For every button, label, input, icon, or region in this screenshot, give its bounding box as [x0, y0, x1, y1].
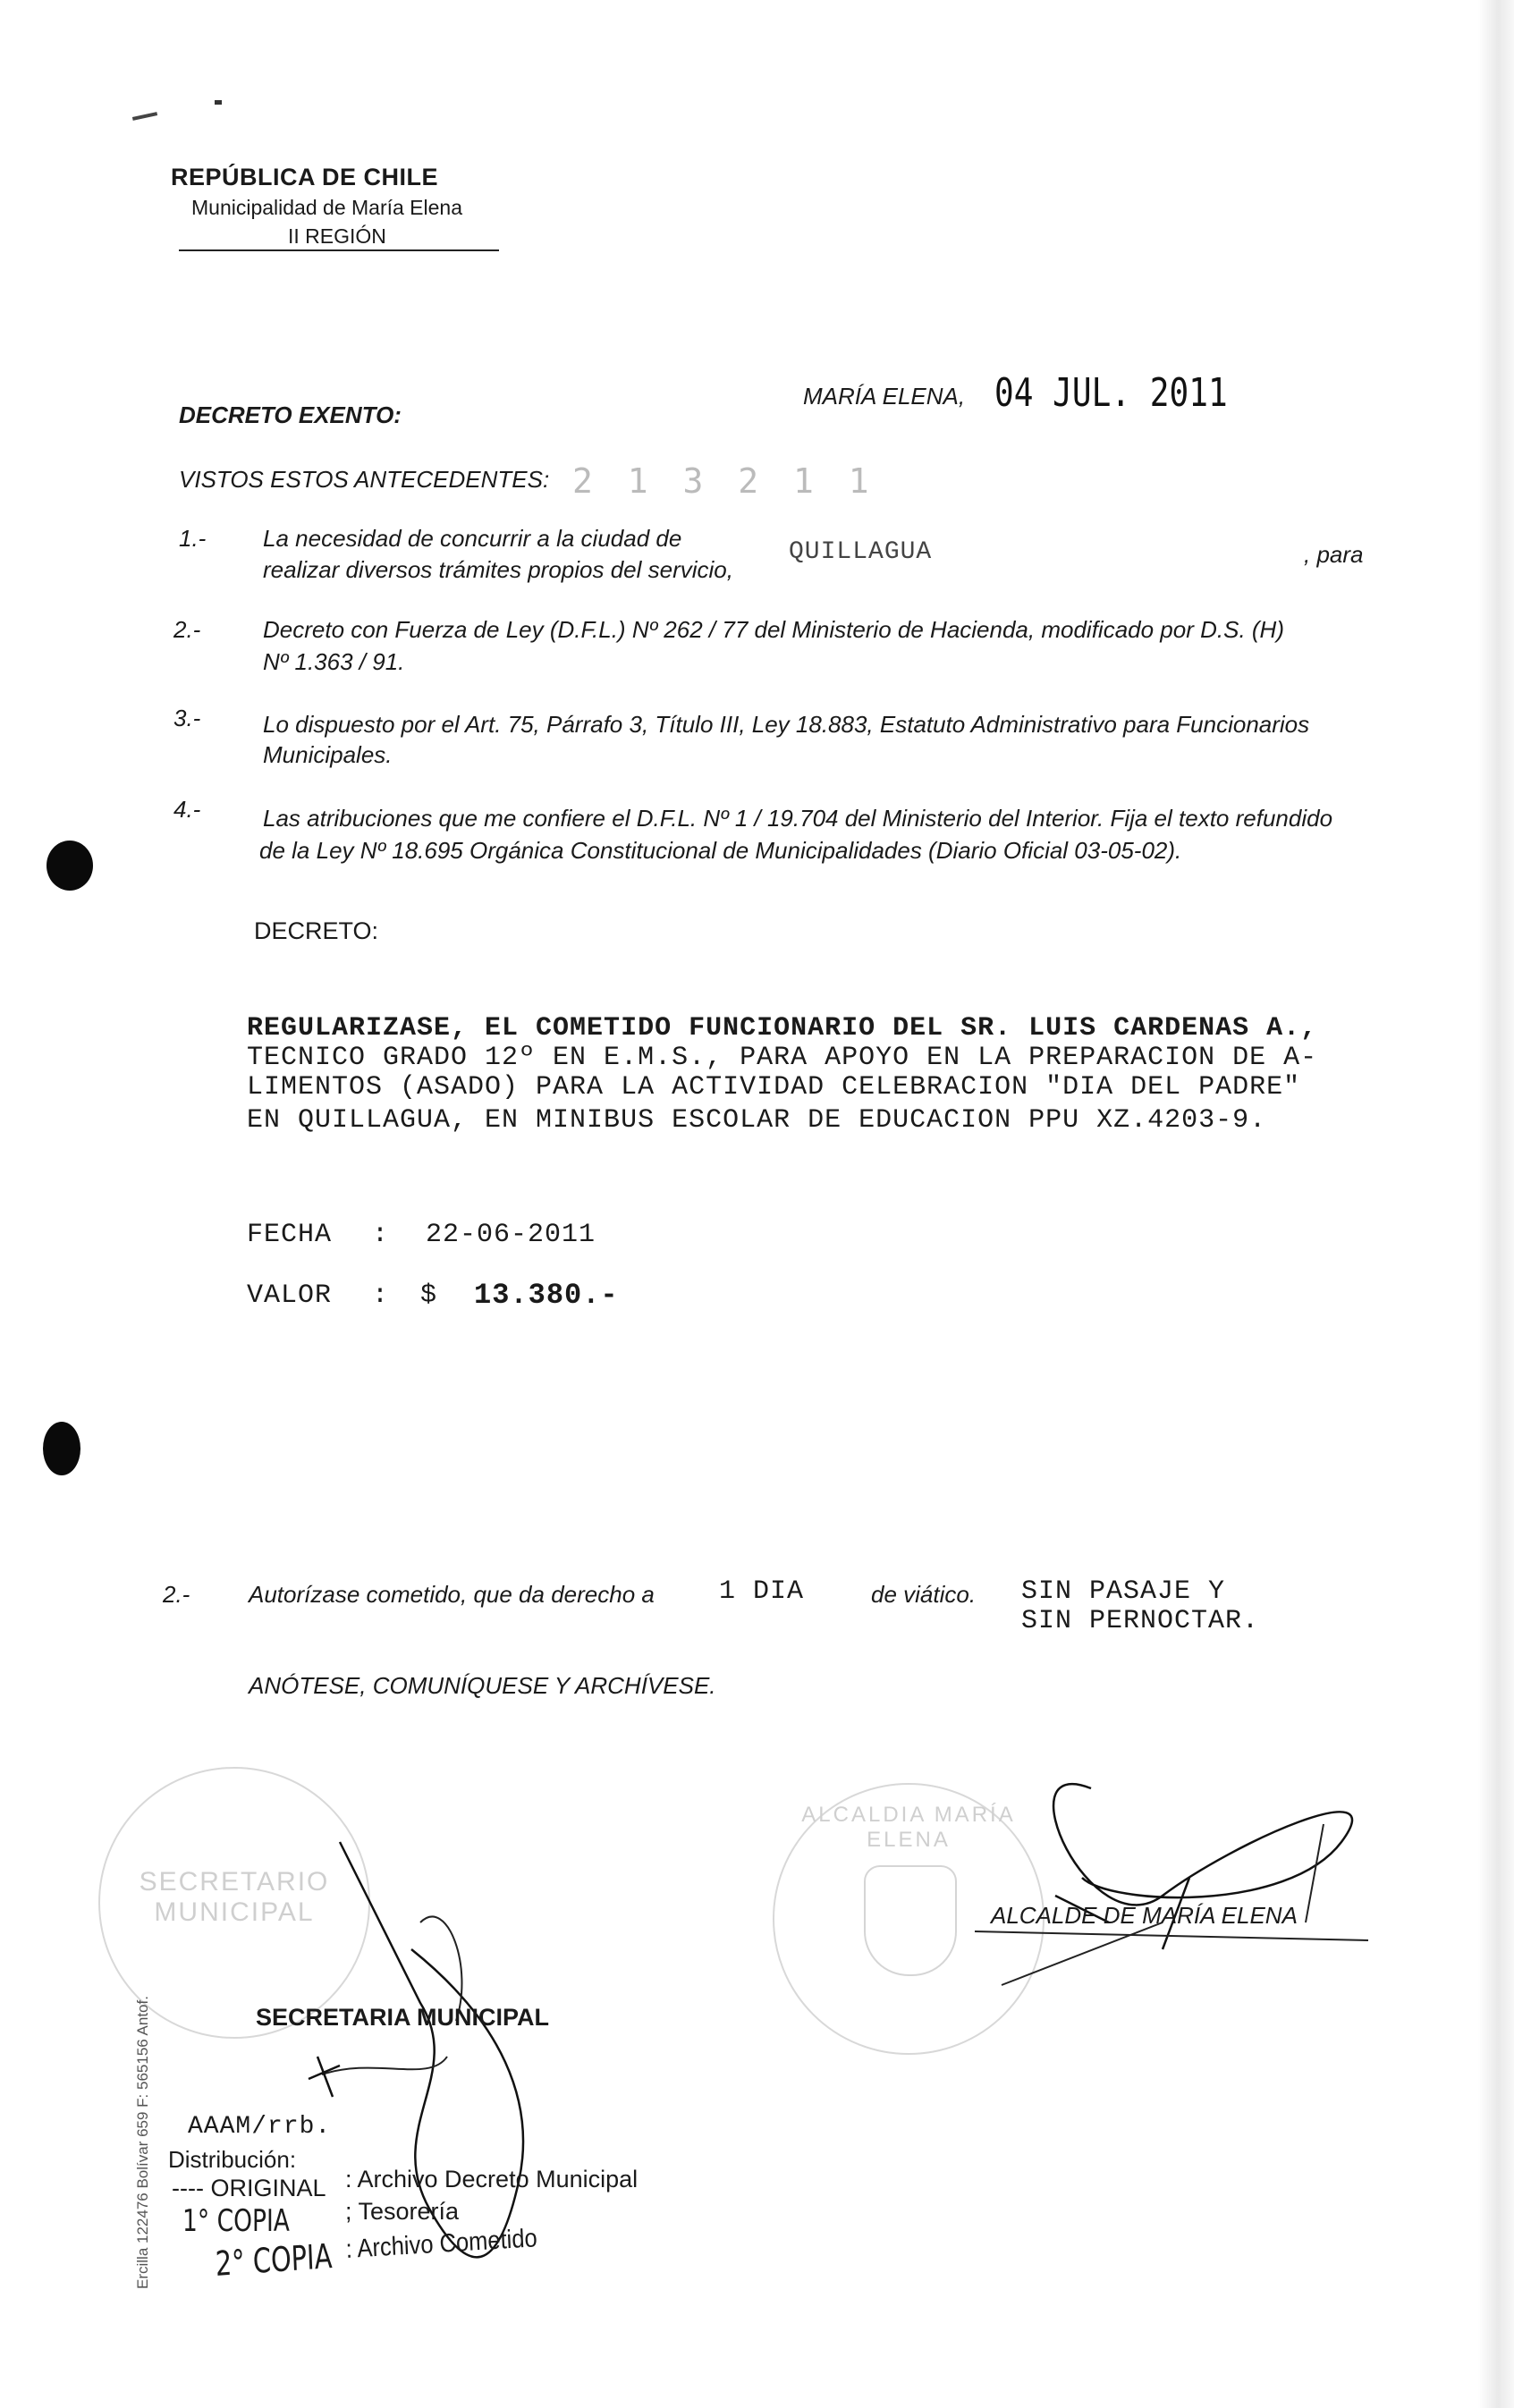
distribution-label: Distribución:: [168, 2146, 297, 2173]
item-number: 3.-: [173, 705, 201, 731]
antecedent-4-line1: Las atribuciones que me confiere el D.F.L. Nº 1 / 19.704 del Ministerio del Interior. Fija el texto refundido: [263, 805, 1333, 832]
decree-number-stamp: 2 1 3 2 1 1: [572, 461, 876, 501]
place-label: MARÍA ELENA,: [803, 383, 966, 410]
item2-days: 1 DIA: [719, 1576, 805, 1607]
fecha-label: FECHA: [247, 1220, 333, 1250]
distribution-copy: 2° COPIA: [215, 2236, 334, 2284]
item-number: 4.-: [173, 796, 201, 823]
initials-scribble: [309, 2057, 340, 2097]
seal-left-text: SECRETARIO MUNICIPAL: [139, 1867, 330, 1927]
distribution-copy: 1° COPIA: [182, 2203, 290, 2239]
fecha-value: 22-06-2011: [426, 1220, 596, 1250]
decreto-label: DECRETO:: [254, 917, 379, 944]
distribution-destination: ; Tesorería: [345, 2198, 460, 2225]
distribution-copy: ---- ORIGINAL: [172, 2175, 326, 2201]
initials: AAAM/rrb.: [188, 2113, 332, 2141]
secretary-signature: [340, 1842, 523, 2257]
antecedent-2-line2: Nº 1.363 / 91.: [263, 648, 405, 675]
closing-formula: ANÓTESE, COMUNÍQUESE Y ARCHÍVESE.: [249, 1672, 716, 1699]
valor-amount: 13.380.-: [474, 1279, 619, 1312]
decreto-body-line: LIMENTOS (ASADO) PARA LA ACTIVIDAD CELEBRACION "DIA DEL PADRE": [247, 1072, 1301, 1103]
mayor-title: ALCALDE DE MARÍA ELENA: [991, 1902, 1298, 1929]
antecedent-3-line2: Municipales.: [263, 741, 393, 768]
decree-type-label: DECRETO EXENTO:: [179, 401, 402, 428]
municipality-name: Municipalidad de María Elena: [191, 196, 463, 219]
item2-note-line1: SIN PASAJE Y: [1021, 1576, 1226, 1607]
country-title: REPÚBLICA DE CHILE: [171, 164, 439, 190]
item2-note-line2: SIN PERNOCTAR.: [1021, 1606, 1260, 1636]
seal-right-text: ALCALDIA MARÍA ELENA: [801, 1803, 1016, 1852]
item-number: 2.-: [173, 616, 201, 643]
item2-text: Autorízase cometido, que da derecho a: [249, 1581, 655, 1608]
printer-note: Ercilla 122476 Bolívar 659 F: 565156 Antof.: [134, 1996, 151, 2289]
antecedent-2-line1: Decreto con Fuerza de Ley (D.F.L.) Nº 262 / 77 del Ministerio de Hacienda, modificado por D.S. (H): [263, 616, 1284, 643]
valor-separator: :: [372, 1280, 390, 1311]
distribution-destination: : Archivo Cometido: [345, 2224, 538, 2264]
destination-city: QUILLAGUA: [789, 538, 933, 566]
item-number: 2.-: [163, 1581, 190, 1608]
antecedent-1-suffix: , para: [1304, 541, 1364, 568]
secretary-title: SECRETARIA MUNICIPAL: [256, 2004, 549, 2031]
date-stamp: 04 JUL. 2011: [994, 370, 1228, 416]
region-name: II REGIÓN: [288, 224, 386, 248]
fecha-separator: :: [372, 1220, 390, 1250]
vistos-label: VISTOS ESTOS ANTECEDENTES:: [179, 466, 550, 493]
secretary-flourish: [322, 1916, 461, 2074]
valor-currency: $: [420, 1280, 438, 1311]
antecedent-4-line2: de la Ley Nº 18.695 Orgánica Constitucional de Municipalidades (Diario Oficial 03-05-02).: [259, 837, 1182, 864]
decreto-body-line: REGULARIZASE, EL COMETIDO FUNCIONARIO DEL SR. LUIS CARDENAS A.,: [247, 1013, 1318, 1043]
antecedent-1-line2: realizar diversos trámites propios del servicio,: [263, 556, 733, 583]
antecedent-1-line1: La necesidad de concurrir a la ciudad de: [263, 525, 682, 552]
distribution-destination: : Archivo Decreto Municipal: [345, 2166, 639, 2193]
decreto-body-line: TECNICO GRADO 12º EN E.M.S., PARA APOYO EN LA PREPARACION DE A-: [247, 1043, 1318, 1073]
item-number: 1.-: [179, 525, 207, 552]
decreto-body-line: EN QUILLAGUA, EN MINIBUS ESCOLAR DE EDUCACION PPU XZ.4203-9.: [247, 1105, 1267, 1136]
antecedent-3-line1: Lo dispuesto por el Art. 75, Párrafo 3, Título III, Ley 18.883, Estatuto Administrativo para Funcionarios: [263, 711, 1310, 738]
item2-suffix: de viático.: [871, 1581, 977, 1608]
valor-label: VALOR: [247, 1280, 333, 1311]
